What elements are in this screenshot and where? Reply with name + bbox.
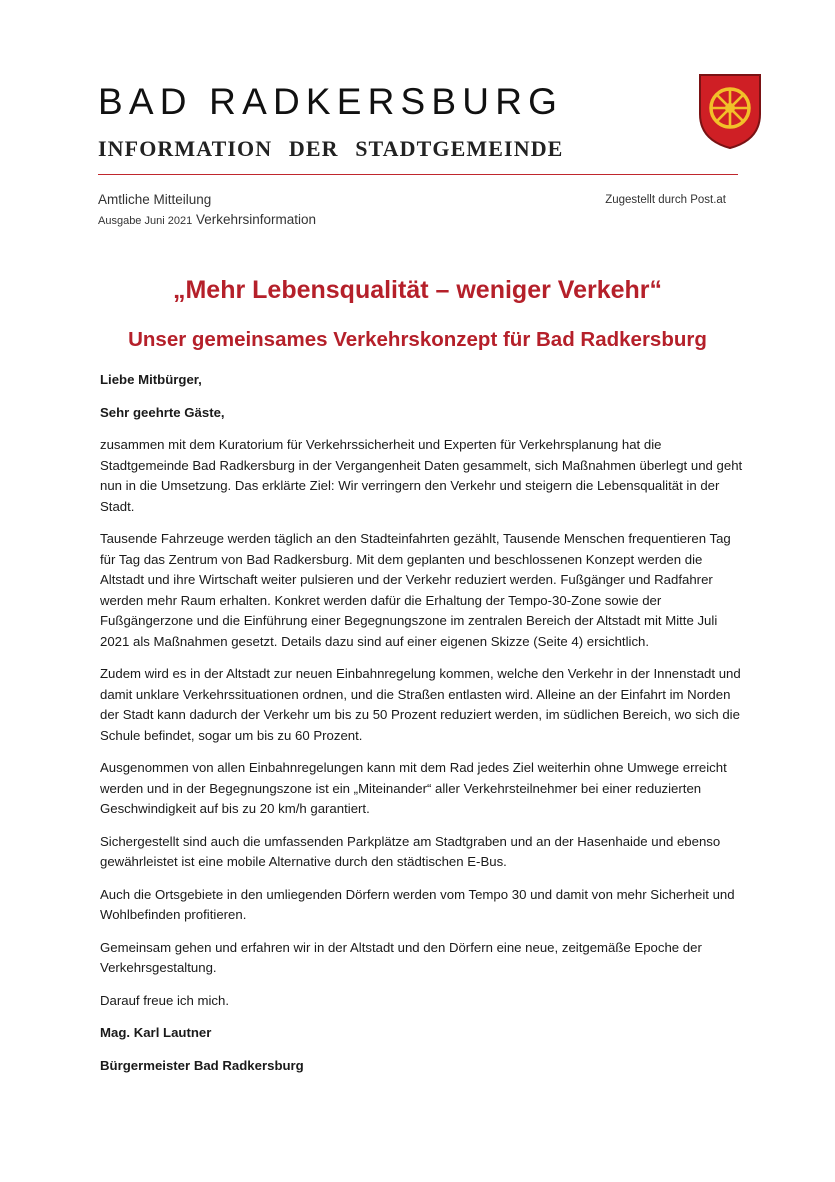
signature-title: Bürgermeister Bad Radkersburg [100, 1057, 304, 1073]
paragraph: Tausende Fahrzeuge werden täglich an den Stadteinfahrten gezählt, Tausende Menschen frequentieren Tag für Tag das Zentrum von Bad Radkersburg. Mit dem geplanten und beschlossenen Konzept werden die Altstadt und ihre Wirtschaft weiter pulsieren und der Verkehr reduziert werden. Fußgänger und Radfahrer werden mehr Raum erhalten. Konkret werden dafür die Erhaltung der Tempo-30-Zone sowie der Fußgängerzone und die Einführung einer Begegnungszone im zentralen Bereich der Altstadt mit Mitte Juli 2021 als Maßnahmen gesetzt. Details dazu sind auf einer eigenen Skizze (Seite 4) ersichtlich. [100, 531, 731, 649]
delivery-label: Zugestellt durch Post.at [605, 194, 726, 206]
paragraph: Darauf freue ich mich. [100, 992, 229, 1008]
page-title: BAD RADKERSBURG [98, 81, 564, 122]
header-divider [98, 174, 738, 175]
paragraph: zusammen mit dem Kuratorium für Verkehrssicherheit und Experten für Verkehrsplanung hat die Stadtgemeinde Bad Radkersburg in der Vergangenheit Daten gesammelt, sich Maßnahmen überlegt und geht nun in die Umsetzung. Das erklärte Ziel: Wir verringern den Verkehr und steigern die Lebensqualität in der Stadt. [100, 437, 743, 514]
topic-label: Verkehrsinformation [195, 212, 317, 227]
coat-of-arms-wheel-icon [697, 72, 763, 150]
greeting-guests: Sehr geehrte Gäste, [100, 404, 225, 420]
paragraph: Sichergestellt sind auch die umfassenden Parkplätze am Stadtgraben und an der Hasenhaide und ebenso gewährleistet ist eine mobile Alternative durch den städtischen E-Bus. [100, 833, 721, 869]
issue-label: Ausgabe Juni 2021 [98, 215, 193, 227]
issue-line [98, 212, 316, 227]
greeting-citizens: Liebe Mitbürger, [100, 372, 202, 387]
page-subtitle: INFORMATION DER STADTGEMEINDE [98, 136, 564, 161]
subheadline: Unser gemeinsames Verkehrskonzept für Bad Radkersburg [128, 328, 707, 351]
notice-label: Amtliche Mitteilung [98, 192, 212, 207]
paragraph: Zudem wird es in der Altstadt zur neuen Einbahnregelung kommen, welche den Verkehr in der Innenstadt und damit unklare Verkehrssituationen ordnen, und die Straßen entlasten wird. Alleine an der Einfahrt im Norden der Stadt kann dadurch der Verkehr um bis zu 50 Prozent reduziert werden, im südlichen Bereich, wo sich die Schule befindet, sogar um bis zu 60 Prozent. [100, 666, 741, 743]
signature-name: Mag. Karl Lautner [100, 1025, 212, 1040]
paragraph: Gemeinsam gehen und erfahren wir in der Altstadt und den Dörfern eine neue, zeitgemäße Epoche der Verkehrsgestaltung. [100, 939, 702, 975]
paragraph: Auch die Ortsgebiete in den umliegenden Dörfern werden vom Tempo 30 und damit von mehr Sicherheit und Wohlbefinden profitieren. [100, 886, 735, 922]
letter-body [100, 370, 745, 1088]
headline: „Mehr Lebensqualität – weniger Verkehr“ [172, 276, 663, 304]
paragraph: Ausgenommen von allen Einbahnregelungen kann mit dem Rad jedes Ziel weiterhin ohne Umwege erreicht werden und in der Begegnungszone ist ein „Miteinander“ aller Verkehrsteilnehmer bei einer reduzierten Geschwindigkeit auf bis zu 20 km/h garantiert. [100, 760, 727, 816]
